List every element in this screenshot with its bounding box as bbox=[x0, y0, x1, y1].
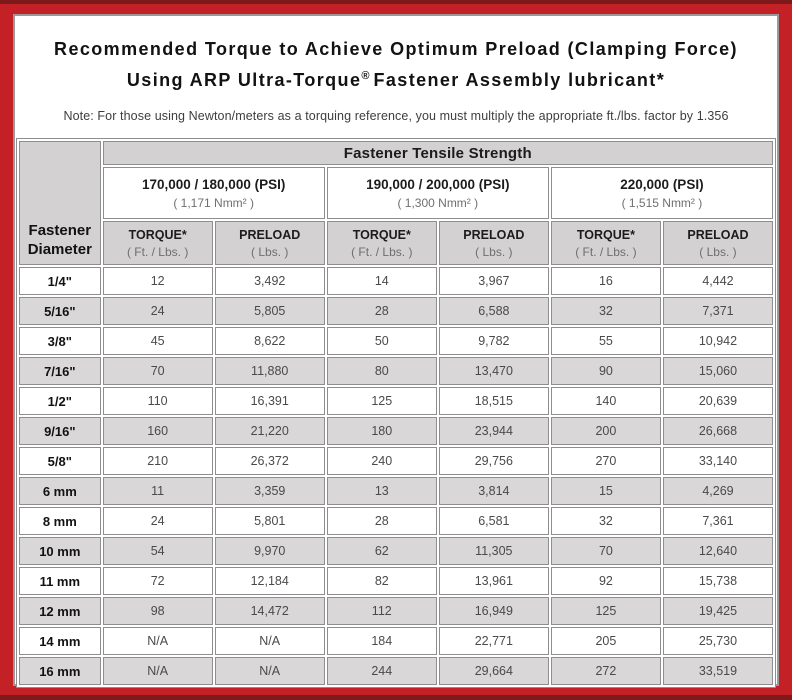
value-cell: 33,519 bbox=[663, 657, 773, 685]
title-line-1: Recommended Torque to Achieve Optimum Preload (Clamping Force) bbox=[54, 39, 738, 59]
psi-value: 170,000 / 180,000 (PSI) bbox=[141, 176, 286, 192]
value-cell: 55 bbox=[551, 327, 661, 355]
value-cell: 200 bbox=[551, 417, 661, 445]
diameter-cell: 8 mm bbox=[19, 507, 101, 535]
value-cell: 125 bbox=[327, 387, 437, 415]
value-cell: 50 bbox=[327, 327, 437, 355]
value-cell: 22,771 bbox=[439, 627, 549, 655]
column-label: TORQUE* bbox=[576, 227, 635, 242]
diameter-cell: 10 mm bbox=[19, 537, 101, 565]
diameter-cell: 9/16" bbox=[19, 417, 101, 445]
value-cell: 20,639 bbox=[663, 387, 773, 415]
value-cell: 4,442 bbox=[663, 267, 773, 295]
preload-column-header bbox=[663, 221, 773, 265]
table-header bbox=[19, 141, 773, 265]
nmm-subtext: ( 1,171 Nmm² ) bbox=[173, 195, 255, 210]
nmm-subtext: ( 1,300 Nmm² ) bbox=[397, 195, 479, 210]
value-cell: 14,472 bbox=[215, 597, 325, 625]
column-label: PRELOAD bbox=[463, 227, 525, 242]
diameter-cell: 5/16" bbox=[19, 297, 101, 325]
value-cell: 70 bbox=[103, 357, 213, 385]
nmm-subtext: ( 1,515 Nmm² ) bbox=[621, 195, 703, 210]
value-cell: 11,880 bbox=[215, 357, 325, 385]
diameter-cell: 14 mm bbox=[19, 627, 101, 655]
psi-group-row bbox=[19, 167, 773, 219]
table-row bbox=[19, 627, 773, 655]
torque-table bbox=[17, 139, 775, 687]
diameter-cell: 6 mm bbox=[19, 477, 101, 505]
value-cell: 18,515 bbox=[439, 387, 549, 415]
registered-trademark-sup: ® bbox=[361, 70, 370, 82]
value-cell: 180 bbox=[327, 417, 437, 445]
value-cell: 110 bbox=[103, 387, 213, 415]
value-cell: 70 bbox=[551, 537, 661, 565]
psi-value: 190,000 / 200,000 (PSI) bbox=[366, 176, 510, 192]
value-cell: 244 bbox=[327, 657, 437, 685]
tensile-strength-row bbox=[19, 141, 773, 165]
corner-header-line-2: Diameter bbox=[27, 241, 92, 258]
table-row bbox=[19, 327, 773, 355]
value-cell: 210 bbox=[103, 447, 213, 475]
value-cell: 272 bbox=[551, 657, 661, 685]
value-cell: 4,269 bbox=[663, 477, 773, 505]
value-cell: 26,668 bbox=[663, 417, 773, 445]
title-line-2-rest: Fastener Assembly lubricant* bbox=[373, 70, 666, 90]
table-row bbox=[19, 507, 773, 535]
diameter-cell: 1/4" bbox=[19, 267, 101, 295]
value-cell: 7,371 bbox=[663, 297, 773, 325]
value-cell: 240 bbox=[327, 447, 437, 475]
psi-value: 220,000 (PSI) bbox=[620, 176, 704, 192]
value-cell: 3,359 bbox=[215, 477, 325, 505]
value-cell: N/A bbox=[215, 627, 325, 655]
value-cell: 112 bbox=[327, 597, 437, 625]
value-cell: 23,944 bbox=[439, 417, 549, 445]
value-cell: N/A bbox=[103, 627, 213, 655]
value-cell: 12 bbox=[103, 267, 213, 295]
value-cell: 80 bbox=[327, 357, 437, 385]
table-row bbox=[19, 357, 773, 385]
value-cell: N/A bbox=[103, 657, 213, 685]
value-cell: 11,305 bbox=[439, 537, 549, 565]
value-cell: 28 bbox=[327, 297, 437, 325]
value-cell: 270 bbox=[551, 447, 661, 475]
frame-bottom-dark-strip bbox=[0, 695, 792, 700]
diameter-cell: 5/8" bbox=[19, 447, 101, 475]
psi-group-header-190-200 bbox=[327, 167, 549, 219]
preload-column-header bbox=[439, 221, 549, 265]
diameter-cell: 1/2" bbox=[19, 387, 101, 415]
value-cell: 11 bbox=[103, 477, 213, 505]
value-cell: 21,220 bbox=[215, 417, 325, 445]
torque-table-frame bbox=[16, 138, 776, 688]
column-label: TORQUE* bbox=[352, 227, 411, 242]
diameter-cell: 11 mm bbox=[19, 567, 101, 595]
torque-column-header bbox=[327, 221, 437, 265]
torque-column-header bbox=[551, 221, 661, 265]
value-cell: 3,967 bbox=[439, 267, 549, 295]
value-cell: 33,140 bbox=[663, 447, 773, 475]
column-header-row bbox=[19, 221, 773, 265]
value-cell: 16,949 bbox=[439, 597, 549, 625]
value-cell: 90 bbox=[551, 357, 661, 385]
value-cell: 125 bbox=[551, 597, 661, 625]
value-cell: 13,470 bbox=[439, 357, 549, 385]
tensile-strength-header: Fastener Tensile Strength bbox=[103, 141, 773, 165]
table-row bbox=[19, 597, 773, 625]
value-cell: 9,782 bbox=[439, 327, 549, 355]
value-cell: 13 bbox=[327, 477, 437, 505]
value-cell: 29,756 bbox=[439, 447, 549, 475]
value-cell: 16,391 bbox=[215, 387, 325, 415]
value-cell: 5,805 bbox=[215, 297, 325, 325]
value-cell: 184 bbox=[327, 627, 437, 655]
value-cell: 25,730 bbox=[663, 627, 773, 655]
value-cell: 10,942 bbox=[663, 327, 773, 355]
value-cell: 16 bbox=[551, 267, 661, 295]
title-line-2 bbox=[15, 63, 777, 94]
value-cell: 26,372 bbox=[215, 447, 325, 475]
diameter-cell: 12 mm bbox=[19, 597, 101, 625]
corner-header-cell bbox=[19, 141, 101, 265]
value-cell: 15,738 bbox=[663, 567, 773, 595]
value-cell: 29,664 bbox=[439, 657, 549, 685]
value-cell: 54 bbox=[103, 537, 213, 565]
column-label: PRELOAD bbox=[687, 227, 749, 242]
value-cell: 15,060 bbox=[663, 357, 773, 385]
column-unit: ( Lbs. ) bbox=[251, 244, 289, 259]
value-cell: 8,622 bbox=[215, 327, 325, 355]
value-cell: 6,588 bbox=[439, 297, 549, 325]
table-row bbox=[19, 537, 773, 565]
value-cell: 13,961 bbox=[439, 567, 549, 595]
column-label: PRELOAD bbox=[239, 227, 301, 242]
value-cell: 98 bbox=[103, 597, 213, 625]
column-label: TORQUE* bbox=[128, 227, 187, 242]
value-cell: 24 bbox=[103, 297, 213, 325]
content-panel bbox=[13, 14, 779, 686]
value-cell: 19,425 bbox=[663, 597, 773, 625]
value-cell: 6,581 bbox=[439, 507, 549, 535]
table-body bbox=[19, 267, 773, 685]
value-cell: 3,492 bbox=[215, 267, 325, 295]
note-text: Note: For those using Newton/meters as a torquing reference, you must multiply the appropriate ft./lbs. factor by 1.356 bbox=[63, 109, 729, 123]
table-row bbox=[19, 417, 773, 445]
value-cell: 14 bbox=[327, 267, 437, 295]
psi-group-header-220 bbox=[551, 167, 773, 219]
page-title bbox=[15, 36, 777, 94]
value-cell: 15 bbox=[551, 477, 661, 505]
table-row bbox=[19, 297, 773, 325]
title-line-2-text: Using ARP Ultra-Torque bbox=[126, 70, 362, 90]
diameter-cell: 16 mm bbox=[19, 657, 101, 685]
value-cell: 82 bbox=[327, 567, 437, 595]
value-cell: 45 bbox=[103, 327, 213, 355]
corner-header-line-1: Fastener bbox=[28, 222, 92, 239]
value-cell: 5,801 bbox=[215, 507, 325, 535]
value-cell: 3,814 bbox=[439, 477, 549, 505]
column-unit: ( Ft. / Lbs. ) bbox=[575, 244, 637, 259]
value-cell: 205 bbox=[551, 627, 661, 655]
value-cell: N/A bbox=[215, 657, 325, 685]
table-row bbox=[19, 387, 773, 415]
diameter-cell: 3/8" bbox=[19, 327, 101, 355]
value-cell: 62 bbox=[327, 537, 437, 565]
table-row bbox=[19, 477, 773, 505]
table-row bbox=[19, 567, 773, 595]
table-row bbox=[19, 657, 773, 685]
value-cell: 32 bbox=[551, 507, 661, 535]
psi-group-header-170-180 bbox=[103, 167, 325, 219]
value-cell: 160 bbox=[103, 417, 213, 445]
value-cell: 92 bbox=[551, 567, 661, 595]
column-unit: ( Lbs. ) bbox=[475, 244, 513, 259]
value-cell: 140 bbox=[551, 387, 661, 415]
column-unit: ( Lbs. ) bbox=[699, 244, 737, 259]
diameter-cell: 7/16" bbox=[19, 357, 101, 385]
column-unit: ( Ft. / Lbs. ) bbox=[351, 244, 413, 259]
value-cell: 12,184 bbox=[215, 567, 325, 595]
value-cell: 24 bbox=[103, 507, 213, 535]
value-cell: 7,361 bbox=[663, 507, 773, 535]
frame-top-dark-strip bbox=[0, 0, 792, 4]
value-cell: 72 bbox=[103, 567, 213, 595]
table-row bbox=[19, 447, 773, 475]
value-cell: 12,640 bbox=[663, 537, 773, 565]
preload-column-header bbox=[215, 221, 325, 265]
value-cell: 28 bbox=[327, 507, 437, 535]
column-unit: ( Ft. / Lbs. ) bbox=[126, 244, 189, 259]
value-cell: 9,970 bbox=[215, 537, 325, 565]
torque-column-header bbox=[103, 221, 213, 265]
table-row bbox=[19, 267, 773, 295]
value-cell: 32 bbox=[551, 297, 661, 325]
